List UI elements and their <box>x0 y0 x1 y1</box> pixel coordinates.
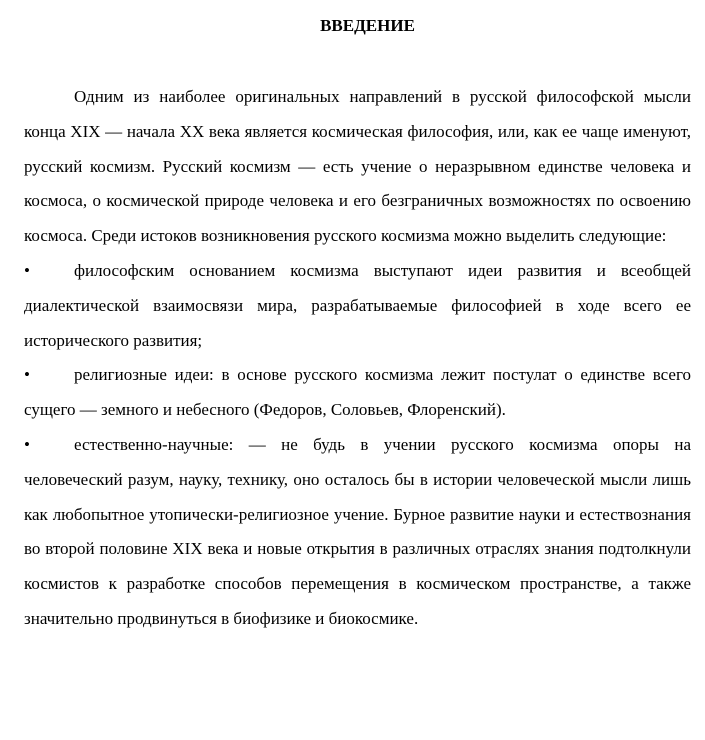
intro-paragraph: Одним из наиболее оригинальных направлений в русской философской мысли конца XIX — начала XX века является космическая философия, или, как ее чаще именуют, русский космизм. Русский космизм — есть учение о неразрывном единстве человека и космоса, о космической природе человека и его безграничных возможностях по освоению космоса. Среди истоков возникновения русского космизма можно выделить следующие: <box>24 87 691 246</box>
bullet-icon: • <box>24 434 30 454</box>
sources-list <box>24 254 691 637</box>
document-page <box>24 10 691 637</box>
bullet-icon: • <box>24 260 30 280</box>
list-item <box>24 254 691 358</box>
list-item <box>24 358 691 428</box>
list-item-text: естественно-научные: — не будь в учении русского космизма опоры на человеческий разум, науку, технику, оно осталось бы в истории человеческой мысли лишь как любопытное утопически-религиозное учение. Бурное развитие науки и естествознания во второй половине XIX века и новые открытия в различных отраслях знания подтолкнули космистов к разработке способов перемещения в космическом пространстве, а также значительно продвинуться в биофизике и биокосмике. <box>24 434 691 628</box>
list-item <box>24 428 691 637</box>
document-title: ВВЕДЕНИЕ <box>320 16 415 35</box>
bullet-icon: • <box>24 365 30 385</box>
list-item-text: религиозные идеи: в основе русского космизма лежит постулат о единстве всего сущего — земного и небесного (Федоров, Соловьев, Флоренский). <box>24 365 691 420</box>
list-item-text: философским основанием космизма выступают идеи развития и всеобщей диалектической взаимосвязи мира, разрабатываемые философией в ходе всего ее исторического развития; <box>24 260 691 350</box>
